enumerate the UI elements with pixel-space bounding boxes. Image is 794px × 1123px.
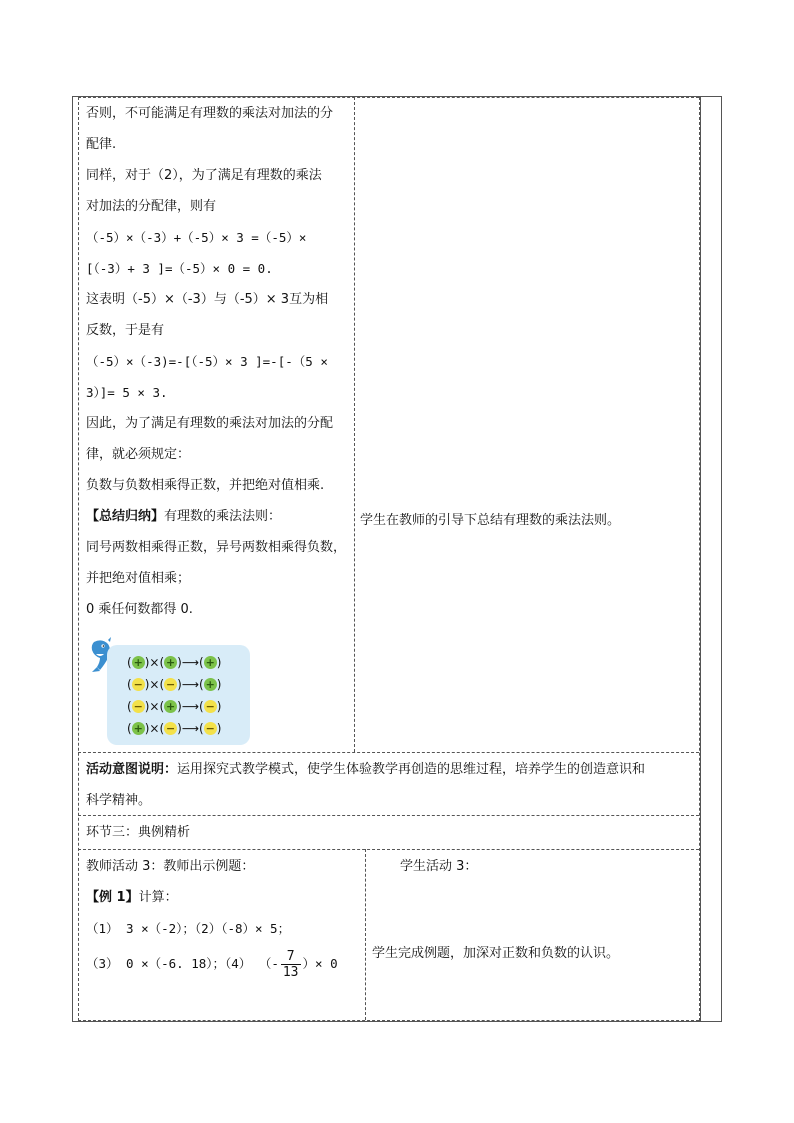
text-line: 因此，为了满足有理数的乘法对加法的分配 [86, 416, 334, 431]
plus-sign-icon: + [133, 656, 143, 669]
sign-rule-row: ( + )×( − )⟶( − ) [127, 721, 222, 736]
equation-line: （-5）×（-3)=-[（-5）× 3 ]=-[-（5 × [86, 354, 328, 369]
question-line-1: （1） 3 ×（-2）；（2）（-8）× 5； [86, 921, 291, 936]
column-divider-bottom [365, 849, 366, 1020]
minus-sign-icon: − [205, 700, 215, 713]
text-line: 配律. [86, 137, 117, 152]
times-icon: × [149, 655, 160, 670]
student-activity-3 [372, 851, 697, 882]
plus-sign-icon: + [205, 678, 215, 691]
row-separator-intent [78, 752, 699, 753]
row-separator-activities [78, 849, 699, 850]
times-icon: × [149, 721, 160, 736]
teacher-activity-title: 教师活动 3：教师出示例题： [86, 859, 255, 874]
sign-rule-row: ( − )×( − )⟶( + ) [127, 677, 222, 692]
sign-rule-row: ( − )×( + )⟶( − ) [127, 699, 222, 714]
fraction-numerator: 7 [281, 949, 301, 965]
inner-right-border [699, 97, 700, 1021]
equation-line: 3）]= 5 × 3. [86, 385, 168, 400]
question-4-tail: ）× 0 [302, 956, 338, 971]
sign-rule-row: ( + )×( + )⟶( + ) [127, 655, 222, 670]
text-line: 否则，不可能满足有理数的乘法对加法的分 [86, 106, 334, 121]
minus-sign-icon: − [166, 678, 176, 691]
student-activity-text-cell [372, 938, 697, 969]
minus-sign-icon: − [166, 722, 176, 735]
column-divider-top [354, 97, 355, 752]
student-activity-title: 学生活动 3： [400, 859, 478, 874]
minus-sign-icon: − [133, 700, 143, 713]
summary-text: 有理数的乘法法则： [164, 509, 282, 524]
minus-sign-icon: − [205, 722, 215, 735]
intent-text-continued: 科学精神。 [86, 793, 152, 808]
student-summary-text: 学生在教师的引导下总结有理数的乘法法则。 [360, 513, 621, 528]
text-line: 负数与负数相乘得正数，并把绝对值相乘. [86, 478, 325, 493]
question-line-2 [86, 944, 361, 984]
section-title-row [86, 817, 696, 848]
question-3-4-text: （3） 0 ×（-6. 18）；（4） （- [86, 956, 279, 971]
times-icon: × [149, 699, 160, 714]
summary-label: 【总结归纳】 [86, 509, 165, 524]
table-right-border [700, 96, 701, 1022]
sign-rule-panel [107, 645, 250, 745]
plus-sign-icon: + [166, 656, 176, 669]
equation-line: （-5）×（-3）+（-5）× 3 =（-5）× [86, 230, 307, 245]
example-text: 计算： [138, 890, 178, 905]
arrow-right-icon: ⟶ [181, 721, 200, 736]
teacher-derivation [86, 98, 351, 625]
text-line: 反数，于是有 [86, 323, 165, 338]
summary-line [86, 501, 351, 532]
fraction [281, 949, 301, 980]
plus-sign-icon: + [205, 656, 215, 669]
student-summary [360, 505, 695, 536]
arrow-right-icon: ⟶ [181, 655, 200, 670]
fraction-denominator: 13 [282, 965, 299, 980]
text-line: 律，就必须规定： [86, 447, 191, 462]
arrow-right-icon: ⟶ [181, 699, 200, 714]
teacher-activity-3 [86, 851, 361, 984]
arrow-right-icon: ⟶ [181, 677, 200, 692]
activity-intent [86, 754, 696, 816]
inner-bottom-border [78, 1020, 699, 1021]
intent-text: 运用探究式教学模式，使学生体验教学再创造的思维过程，培养学生的创造意识和 [177, 762, 646, 777]
rule-line: 同号两数相乘得正数，异号两数相乘得负数， [86, 540, 347, 555]
equation-line: [（-3）+ 3 ]=（-5）× 0 = 0. [86, 261, 273, 276]
student-activity-text: 学生完成例题，加深对正数和负数的认识。 [372, 946, 620, 961]
plus-sign-icon: + [133, 722, 143, 735]
text-line: 这表明（-5）×（-3）与（-5）× 3互为相 [86, 292, 329, 307]
inner-left-border [78, 97, 79, 1021]
section-title: 环节三：典例精析 [86, 825, 191, 840]
rule-line: 0 乘任何数都得 0. [86, 602, 193, 617]
example-label: 【例 1】 [86, 890, 139, 905]
intent-label: 活动意图说明： [86, 762, 178, 777]
text-line: 同样，对于（2），为了满足有理数的乘法 [86, 168, 322, 183]
rule-line: 并把绝对值相乘； [86, 571, 191, 586]
minus-sign-icon: − [133, 678, 143, 691]
times-icon: × [149, 677, 160, 692]
text-line: 对加法的分配律，则有 [86, 199, 217, 214]
plus-sign-icon: + [166, 700, 176, 713]
